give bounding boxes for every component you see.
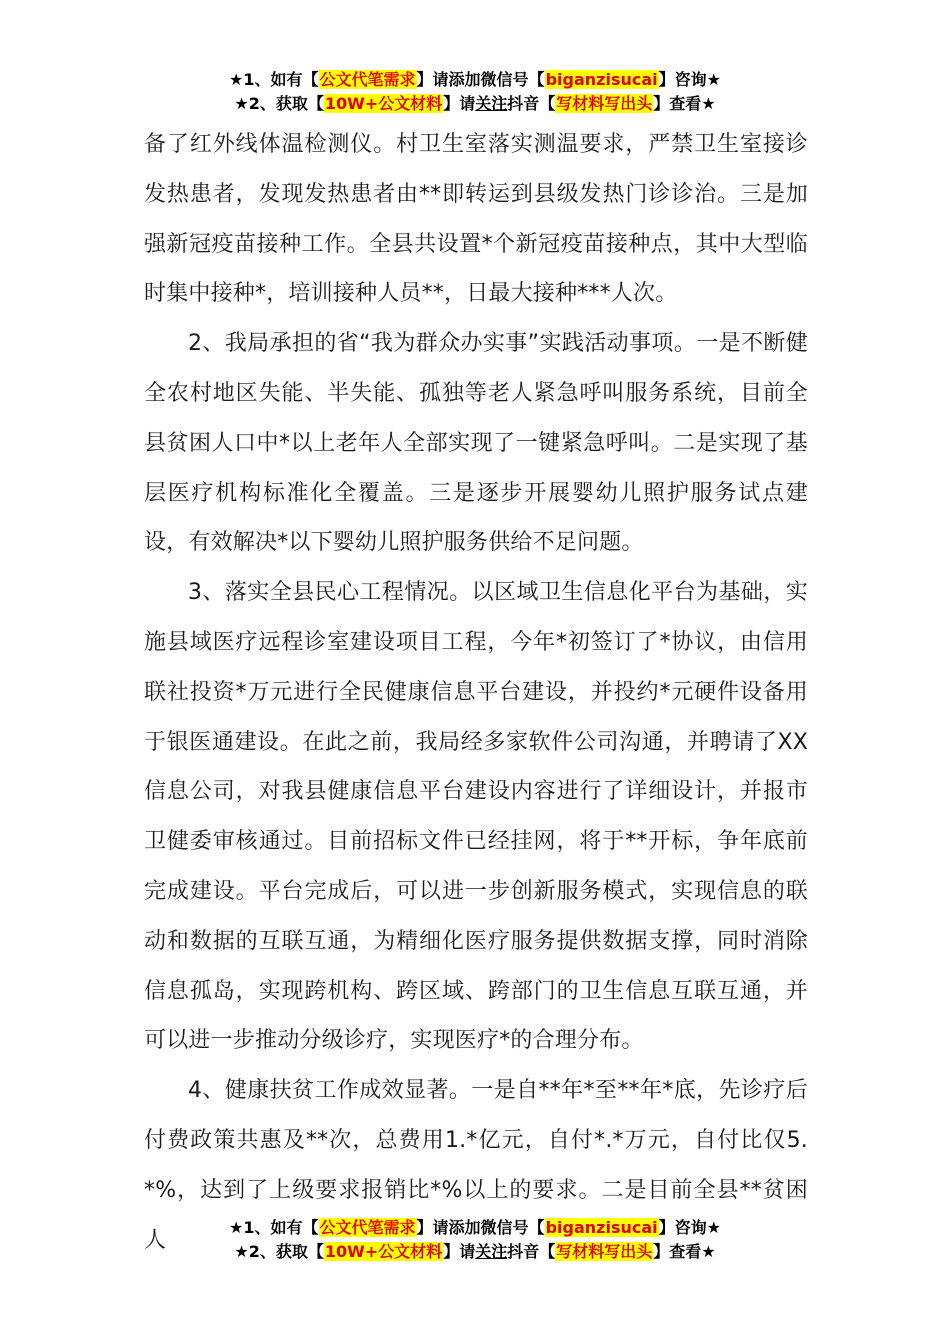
banner-line-2: ★2、获取【10W+公文材料】请关注抖音【写材料写出头】查看★ bbox=[234, 94, 716, 113]
paragraph-item-2: 2、我局承担的省“我为群众办实事”实践活动事项。一是不断健全农村地区失能、半失能、孤独等老人紧急呼叫服务系统，目前全县贫困人口中*以上老年人全部实现了一键紧急呼叫。二是实现了基层医疗机构标准化全覆盖。三是逐步开展婴幼儿照护服务试点建设，有效解决*以下婴幼儿照护服务供给不足问题。 bbox=[144, 331, 808, 556]
banner-wechat-id: biganzisucai bbox=[545, 1218, 658, 1237]
footer-banner bbox=[0, 1216, 950, 1264]
banner-line-1: ★1、如有【公文代笔需求】请添加微信号【biganzisucai】咨询★ bbox=[229, 70, 721, 89]
banner-douyin-id: 写材料写出头 bbox=[556, 94, 653, 113]
banner-highlight: 公文代笔需求 bbox=[319, 1218, 416, 1237]
banner-line-2: ★2、获取【10W+公文材料】请关注抖音【写材料写出头】查看★ bbox=[234, 1242, 716, 1261]
banner-highlight: 10W+公文材料 bbox=[324, 1242, 443, 1261]
banner-wechat-id: biganzisucai bbox=[545, 70, 658, 89]
banner-line-1: ★1、如有【公文代笔需求】请添加微信号【biganzisucai】咨询★ bbox=[229, 1218, 721, 1237]
document-body bbox=[144, 120, 808, 1265]
banner-douyin-id: 写材料写出头 bbox=[556, 1242, 653, 1261]
header-banner bbox=[0, 68, 950, 116]
banner-highlight: 10W+公文材料 bbox=[324, 94, 443, 113]
banner-highlight: 公文代笔需求 bbox=[319, 70, 416, 89]
paragraph-item-3: 3、落实全县民心工程情况。以区域卫生信息化平台为基础，实施县域医疗远程诊室建设项目工程，今年*初签订了*协议，由信用联社投资*万元进行全民健康信息平台建设，并投约*元硬件设备用于银医通建设。在此之前，我局经多家软件公司沟通，并聘请了XX信息公司，对我县健康信息平台建设内容进行了详细设计，并报市卫健委审核通过。目前招标文件已经挂网，将于**开标，争年底前完成建设。平台完成后，可以进一步创新服务模式，实现信息的联动和数据的互联互通，为精细化医疗服务提供数据支撑，同时消除信息孤岛，实现跨机构、跨区域、跨部门的卫生信息互联互通，并可以进一步推动分级诊疗，实现医疗*的合理分布。 bbox=[144, 580, 808, 1054]
paragraph-continuation: 备了红外线体温检测仪。村卫生室落实测温要求，严禁卫生室接诊发热患者，发现发热患者由**即转运到县级发热门诊诊治。三是加强新冠疫苗接种工作。全县共设置*个新冠疫苗接种点，其中大型临时集中接种*，培训接种人员**，日最大接种***人次。 bbox=[144, 132, 808, 307]
paragraph-item-4: 4、健康扶贫工作成效显著。一是自**年*至**年*底，先诊疗后付费政策共惠及**次，总费用1.*亿元，自付*.*万元，自付比仅5.*%，达到了上级要求报销比*%以上的要求。二是目前全县**贫困人 bbox=[144, 1078, 808, 1253]
